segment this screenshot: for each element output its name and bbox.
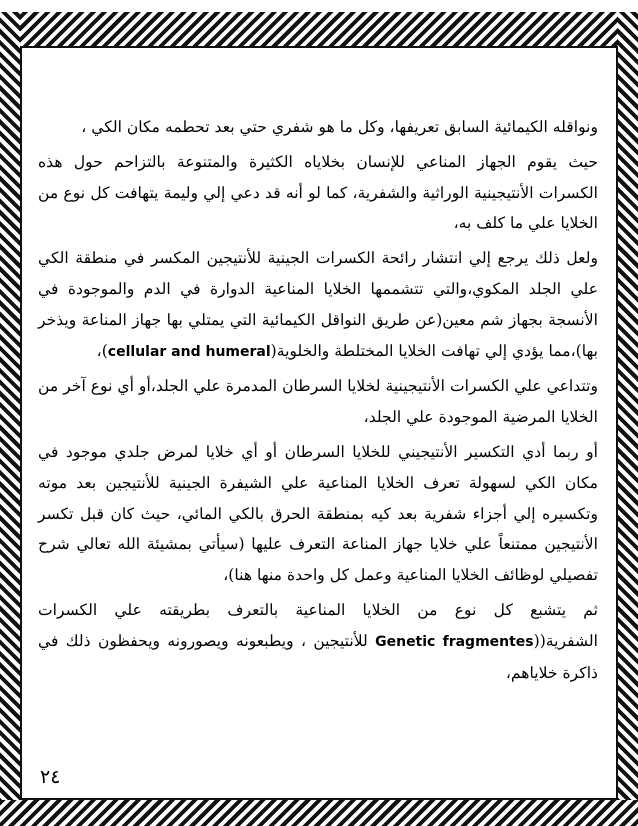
paragraph-3	[38, 243, 598, 367]
paragraph-1-text: ونواقله الكيمائية السابق تعريفها، وكل ما هو شفري حتي بعد تحطمه مكان الكي ،	[81, 118, 598, 136]
paragraph-6-latin-term: Genetic fragmentes	[375, 633, 534, 650]
decorative-border-top	[0, 12, 638, 46]
paragraph-1	[38, 112, 598, 143]
paragraph-2	[38, 147, 598, 239]
paragraph-6	[38, 595, 598, 688]
decorative-border-right	[618, 12, 638, 826]
paragraph-3-latin-term: cellular and humeral	[107, 343, 271, 360]
paragraph-4-text: وتتداعي علي الكسرات الأنتيجينية لخلايا السرطان المدمرة علي الجلد،أو أي نوع آخر من الخلايا المرضية الموجودة علي الجلد،	[38, 377, 598, 427]
paragraph-4	[38, 371, 598, 433]
paragraph-6-tail: للأنتيجين ، ويطبعونه ويصورونه ويحفظون ذلك في ذاكرة خلاياهم،	[38, 631, 598, 682]
body-text	[38, 112, 598, 688]
decorative-border-bottom	[0, 800, 638, 826]
paragraph-5-text: أو ربما أدي التكسير الأنتيجيني للخلايا السرطان أو أي خلايا لمرض جلدي موجود في مكان الكي لسهولة تعرف الخلايا المناعية علي الشيفرة الجينية للأنتيجين بعد موته وتكسيره إلي أجزاء شفرية بعد كيه بمنطقة الحرق بالكي المائي، حيث كان قبل تكسر الأنتيجين ممتنعاً علي خلايا جهاز المناعة التعرف عليها (سيأتي بمشيئة الله تعالي شرح تفصيلي لوظائف الخلايا المناعية وعمل كل واحدة منها هنا)،	[38, 442, 598, 585]
paragraph-2-text: حيث يقوم الجهاز المناعي للإنسان بخلاياه الكثيرة والمتنوعة بالتزاحم حول هذه الكسرات الأنتيجينية الوراثية والشفرية، كما لو أنه قد دعي إلي وليمة يتهافت كل نوع من الخلايا علي ما كلف به،	[38, 152, 598, 233]
page-number: ٢٤	[40, 766, 61, 788]
paragraph-5	[38, 437, 598, 591]
paragraph-6-text: ثم يتشبع كل نوع من الخلايا المناعية بالتعرف بطريقته علي الكسرات الشفرية((	[38, 600, 598, 650]
paragraph-3-tail: )،	[96, 341, 108, 360]
decorative-border-left	[0, 12, 20, 826]
paragraph-3-text: ولعل ذلك يرجع إلي انتشار رائحة الكسرات الجينية للأنتيجين المكسر في منطقة الكي علي الجلد المكوي،والتي تتشممها الخلايا المناعية الدوارة في الدم والموجودة في الأنسجة بجهاز شم معين(عن طريق النواقل الكيمائية التي يمتلي بها جهاز المناعة ويذخر بها)،مما يؤدي إلي تهافت الخلايا المختلطة والخلوية(	[38, 249, 598, 360]
